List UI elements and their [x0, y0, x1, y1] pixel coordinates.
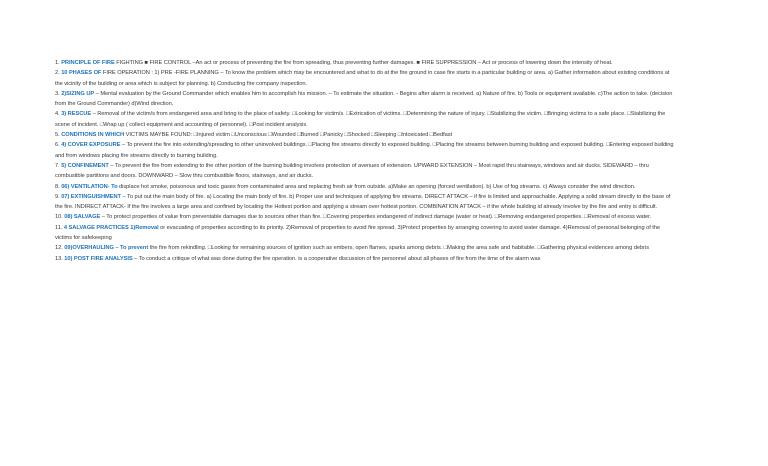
item-heading: 06) VENTILATION- To — [61, 183, 118, 190]
item-heading: 2)SIZING UP — [61, 90, 95, 97]
list-item — [55, 68, 677, 89]
list-item — [55, 182, 677, 192]
item-number: 11. — [55, 224, 63, 231]
list-item — [55, 109, 677, 130]
item-text: – To conduct a critique of what was done during the fire operation. is a cooperative discussion of fire personnel about all phases of fire from the time of the alarm was — [132, 255, 541, 262]
item-number: 12. — [55, 245, 63, 252]
item-heading: 08) SALVAGE — [64, 214, 101, 221]
item-text: FIGHTING ■ FIRE CONTROL –An act or process of preventing the fire from spreading, thus preventing further damages. ■ FIRE SUPPRESSION – Act or process of lowering down the intensity of heat. — [114, 60, 613, 66]
item-text: – To protect properties of value from preventable damages due to sources other than fire. □Covering properties endangered of indirect damage (water or heat). □Removing endangered properties. □Removal of excess water. — [100, 214, 652, 221]
item-text: – To prevent the fire into extending/spreading to other uninvolved buildings. □Placing fire streams directly to exposed building. □Placing fire streams between burning building and exposed building. □Entering exposed building and from windows placing fire streams directly to burning building. — [55, 142, 674, 159]
list-item — [55, 89, 677, 110]
item-number: 8. — [55, 183, 60, 190]
list-item — [55, 212, 677, 222]
item-heading: 3) RESCUE — [61, 111, 92, 118]
item-text: FIRE OPERATION : 1) PRE -FIRE PLANNING – To know the problem which may be encountered and what to do at the fire ground in case fire starts in a particular building or area. a) Gather information about existing conditions at the vicinity of the building or area which is subject for planning. b) Conducting fire company inspection. — [55, 70, 670, 87]
item-text: the fire from rekindling. □Looking for remaining sources of ignition such as embers, open flames, sparks among debris. □Making the area safe and habitable. □Gathering physical evidences among debris — [148, 245, 649, 252]
list-item — [55, 223, 677, 244]
item-heading: 09)OVERHAULING – To prevent — [64, 245, 149, 252]
item-number: 7. — [55, 162, 60, 169]
list-item — [55, 161, 677, 182]
item-number: 1. — [55, 60, 60, 66]
item-text: VICTIMS MAYBE FOUND: □Injured victim □Unconscious □Wounded □Burned □Panicky □Shocked □Sleeping □Intoxicated □Bedfast — [124, 132, 453, 139]
list-item — [55, 254, 677, 264]
item-heading: 4) COVER EXPOSURE — [61, 142, 121, 149]
document-body — [55, 58, 677, 264]
item-number: 2. — [55, 70, 60, 77]
item-text: – To prevent the fire from extending to the other portion of the burning building involves protection of avenues of extension. UPWARD EXTENSION – Most rapid thru stairways, windows and air ducks. SIDEWARD – thru combustible partitions and doors. DOWNWARD – Slow thru combustible floors, stairways, and air ducks. — [55, 162, 649, 180]
item-text: – Mental evaluation by the Ground Commander which enables him to accomplish his mission. – To estimate the situation. - Begins after alarm is received. a) Nature of fire. b) Tools or equipment available. c)The action to take. (decision from the Ground Commander) d)Wind direction. — [55, 90, 673, 108]
item-number: 10. — [55, 214, 63, 221]
list-item — [55, 58, 677, 68]
item-heading: 4 SALVAGE PRACTICES 1)Removal — [63, 224, 159, 231]
item-text: or evacuating of properties according to its priority. 2)Removal of properties to avoid fire spread. 3)Protect properties by arranging covering to avoid water damage. 4)Removal of personal belonging of the victims for safekeeping — [55, 224, 661, 242]
item-heading: 5) CONFINEMENT — [61, 162, 109, 169]
list-item — [55, 130, 677, 140]
item-text: displace hot smoke, poisonous and toxic gases from contaminated area and replacing fresh air from outside. a)Make an opening (forced ventilation). b) Use of fog streams. c) Always consider the wind direction. — [117, 183, 636, 190]
item-number: 5. — [55, 132, 60, 139]
item-heading: 10) POST FIRE ANALYSIS — [64, 255, 133, 262]
item-heading: PRINCIPLE OF FIRE — [61, 60, 115, 66]
item-text: – To put out the main body of fire. a) Locating the main body of fire. b) Proper use and techniques of applying fire streams. DIRECT ATTACK – if fire is limited and approachable. Applying a solid stream directly to the base of the fire. INDIRECT ATTACK- If the fire involves a large area and confined by locating the Hottest portion and applying a stream over hottest portion. COMBINATION ATTACK – if the whole building id already involve by the fire and entry is difficult. — [55, 193, 671, 211]
item-text: – Removal of the victim/s from endangered area and bring to the place of safety. □Looking for victim/s. □Extrication of victims. □Determining the nature of injury. □Stabilizing the victim. □Bringing victims to a safe place. □Stabilizing the scene of incident. □Wrap up ( collect equipment and accounting of personnel). □Post incident analysis. — [55, 111, 666, 128]
item-number: 4. — [55, 111, 60, 118]
item-heading: 10 PHASES OF — [61, 70, 102, 77]
item-number: 6. — [55, 142, 60, 149]
item-heading: 07) EXTINGUISHMENT — [61, 193, 121, 200]
list-item — [55, 192, 677, 213]
item-number: 3. — [55, 90, 60, 97]
item-heading: CONDITIONS IN WHICH — [61, 132, 125, 139]
list-item — [55, 243, 677, 253]
item-number: 9. — [55, 193, 60, 200]
item-number: 13. — [55, 255, 63, 262]
list-item — [55, 140, 677, 161]
